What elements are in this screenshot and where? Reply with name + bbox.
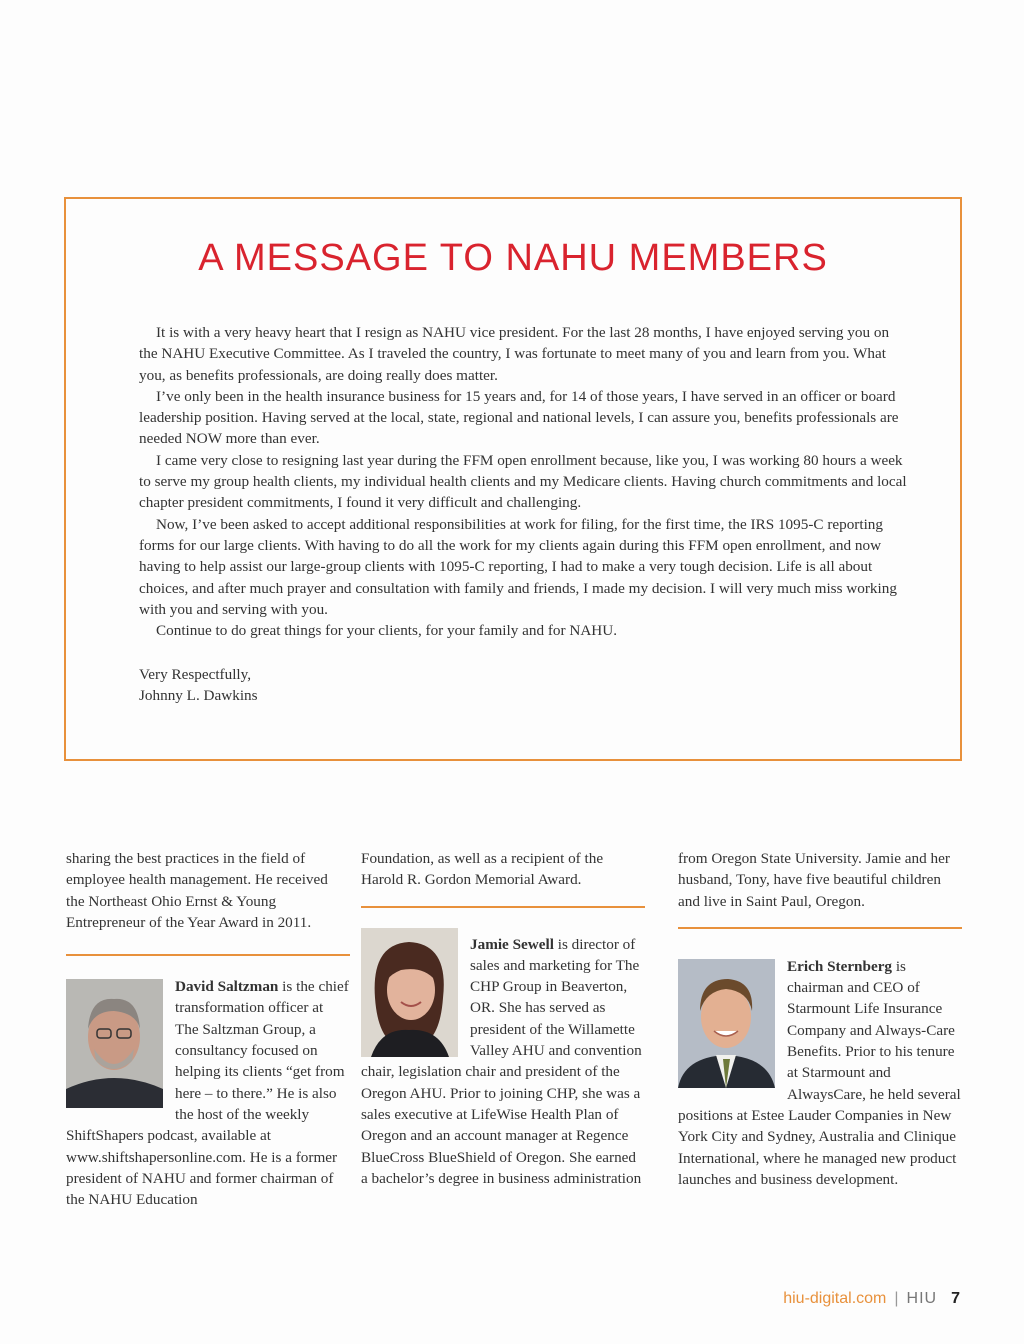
footer-publication: HIU (906, 1290, 938, 1307)
continued-text: Foundation, as well as a recipient of the Harold R. Gordon Memorial Award. (361, 850, 604, 889)
portrait-photo (66, 979, 163, 1108)
message-paragraph: It is with a very heavy heart that I resign as NAHU vice president. For the last 28 months, I have enjoyed serving you on the NAHU Executive Committee. As I traveled the country, I was fortunate to meet many of you and learn from you. What you, as benefits professionals, are doing really does matter. (139, 324, 890, 384)
bio-text: is chairman and CEO of Starmount Life Insurance Company and Always-Care Benefits. Prior to his tenure at Starmount and AlwaysCare, he held several positions at Estee Lauder Companies in New York City and Sydney, Australia and Clinique International, where he managed new product launches and business development. (678, 957, 961, 1188)
portrait-photo (678, 959, 775, 1088)
footer-separator: | (894, 1290, 899, 1307)
column-1 (66, 848, 350, 1210)
divider (361, 906, 645, 908)
bio-name: David Saltzman (175, 978, 279, 996)
divider (66, 954, 350, 956)
message-paragraph: I’ve only been in the health insurance business for 15 years and, for 14 of those years, I have served in an officer or board leadership position. Having served at the local, state, regional and national levels, I can assure you, benefits professionals are needed NOW more than ever. (139, 387, 899, 448)
continued-text: sharing the best practices in the field of employee health management. He received the Northeast Ohio Ernst & Young Entrepreneur of the Year Award in 2011. (66, 850, 328, 931)
message-box (64, 197, 962, 761)
divider (678, 927, 962, 929)
bio-name: Jamie Sewell (470, 935, 554, 953)
message-paragraph: Continue to do great things for your clients, for your family and for NAHU. (156, 622, 618, 640)
signature: Johnny L. Dawkins (139, 687, 258, 705)
bio-david-saltzman (66, 976, 350, 1210)
message-paragraph: I came very close to resigning last year during the FFM open enrollment because, like you, I was working 80 hours a week to serve my group health clients, my individual health clients and my Medicare clients. Having church commitments and local chapter president commitments, I found it very difficult and challenging. (139, 451, 907, 512)
continued-text: from Oregon State University. Jamie and her husband, Tony, have five beautiful children and live in Saint Paul, Oregon. (678, 850, 950, 910)
bio-jamie-sewell (361, 934, 645, 1190)
message-paragraph: Now, I’ve been asked to accept additional responsibilities at work for filing, for the first time, the IRS 1095-C reporting forms for our large clients. With having to do all the work for my clients again during this FFM open enrollment, and now having to help assist our large-group clients with 1095-C reporting, I had to make a very tough decision. Life is all about choices, and after much prayer and consultation with family and friends, I made my decision. I will very much miss working with you and serving with you. (139, 515, 897, 618)
bio-name: Erich Sternberg (787, 957, 893, 975)
message-body (139, 322, 909, 641)
closing: Very Respectfully, (139, 666, 252, 683)
page-number: 7 (951, 1290, 960, 1307)
message-signoff (139, 664, 258, 707)
column-2 (361, 848, 645, 1189)
message-title: A MESSAGE TO NAHU MEMBERS (198, 237, 828, 279)
bio-text: is director of sales and marketing for The CHP Group in Beaverton, OR. She has served as president of the Willamette Valley AHU and convention chair, legislation chair and president of the Oregon AHU. Prior to joining CHP, she was a sales executive at LifeWise Health Plan of Oregon and an account manager at Regence BlueCross BlueShield of Oregon. She earned a bachelor’s degree in business administration (361, 935, 642, 1187)
page-footer (783, 1290, 960, 1308)
column-3 (678, 848, 962, 1190)
bio-erich-sternberg (678, 956, 962, 1190)
footer-website[interactable]: hiu-digital.com (783, 1290, 887, 1307)
bio-text: is the chief transformation officer at The Saltzman Group, a consultancy focused on helping its clients “get from here – to there.” He is also the host of the weekly ShiftShapers podcast, available at www.shiftshapersonline.com. He is a former president of NAHU and former chairman of the NAHU Education (66, 978, 349, 1209)
portrait-photo (361, 928, 458, 1057)
